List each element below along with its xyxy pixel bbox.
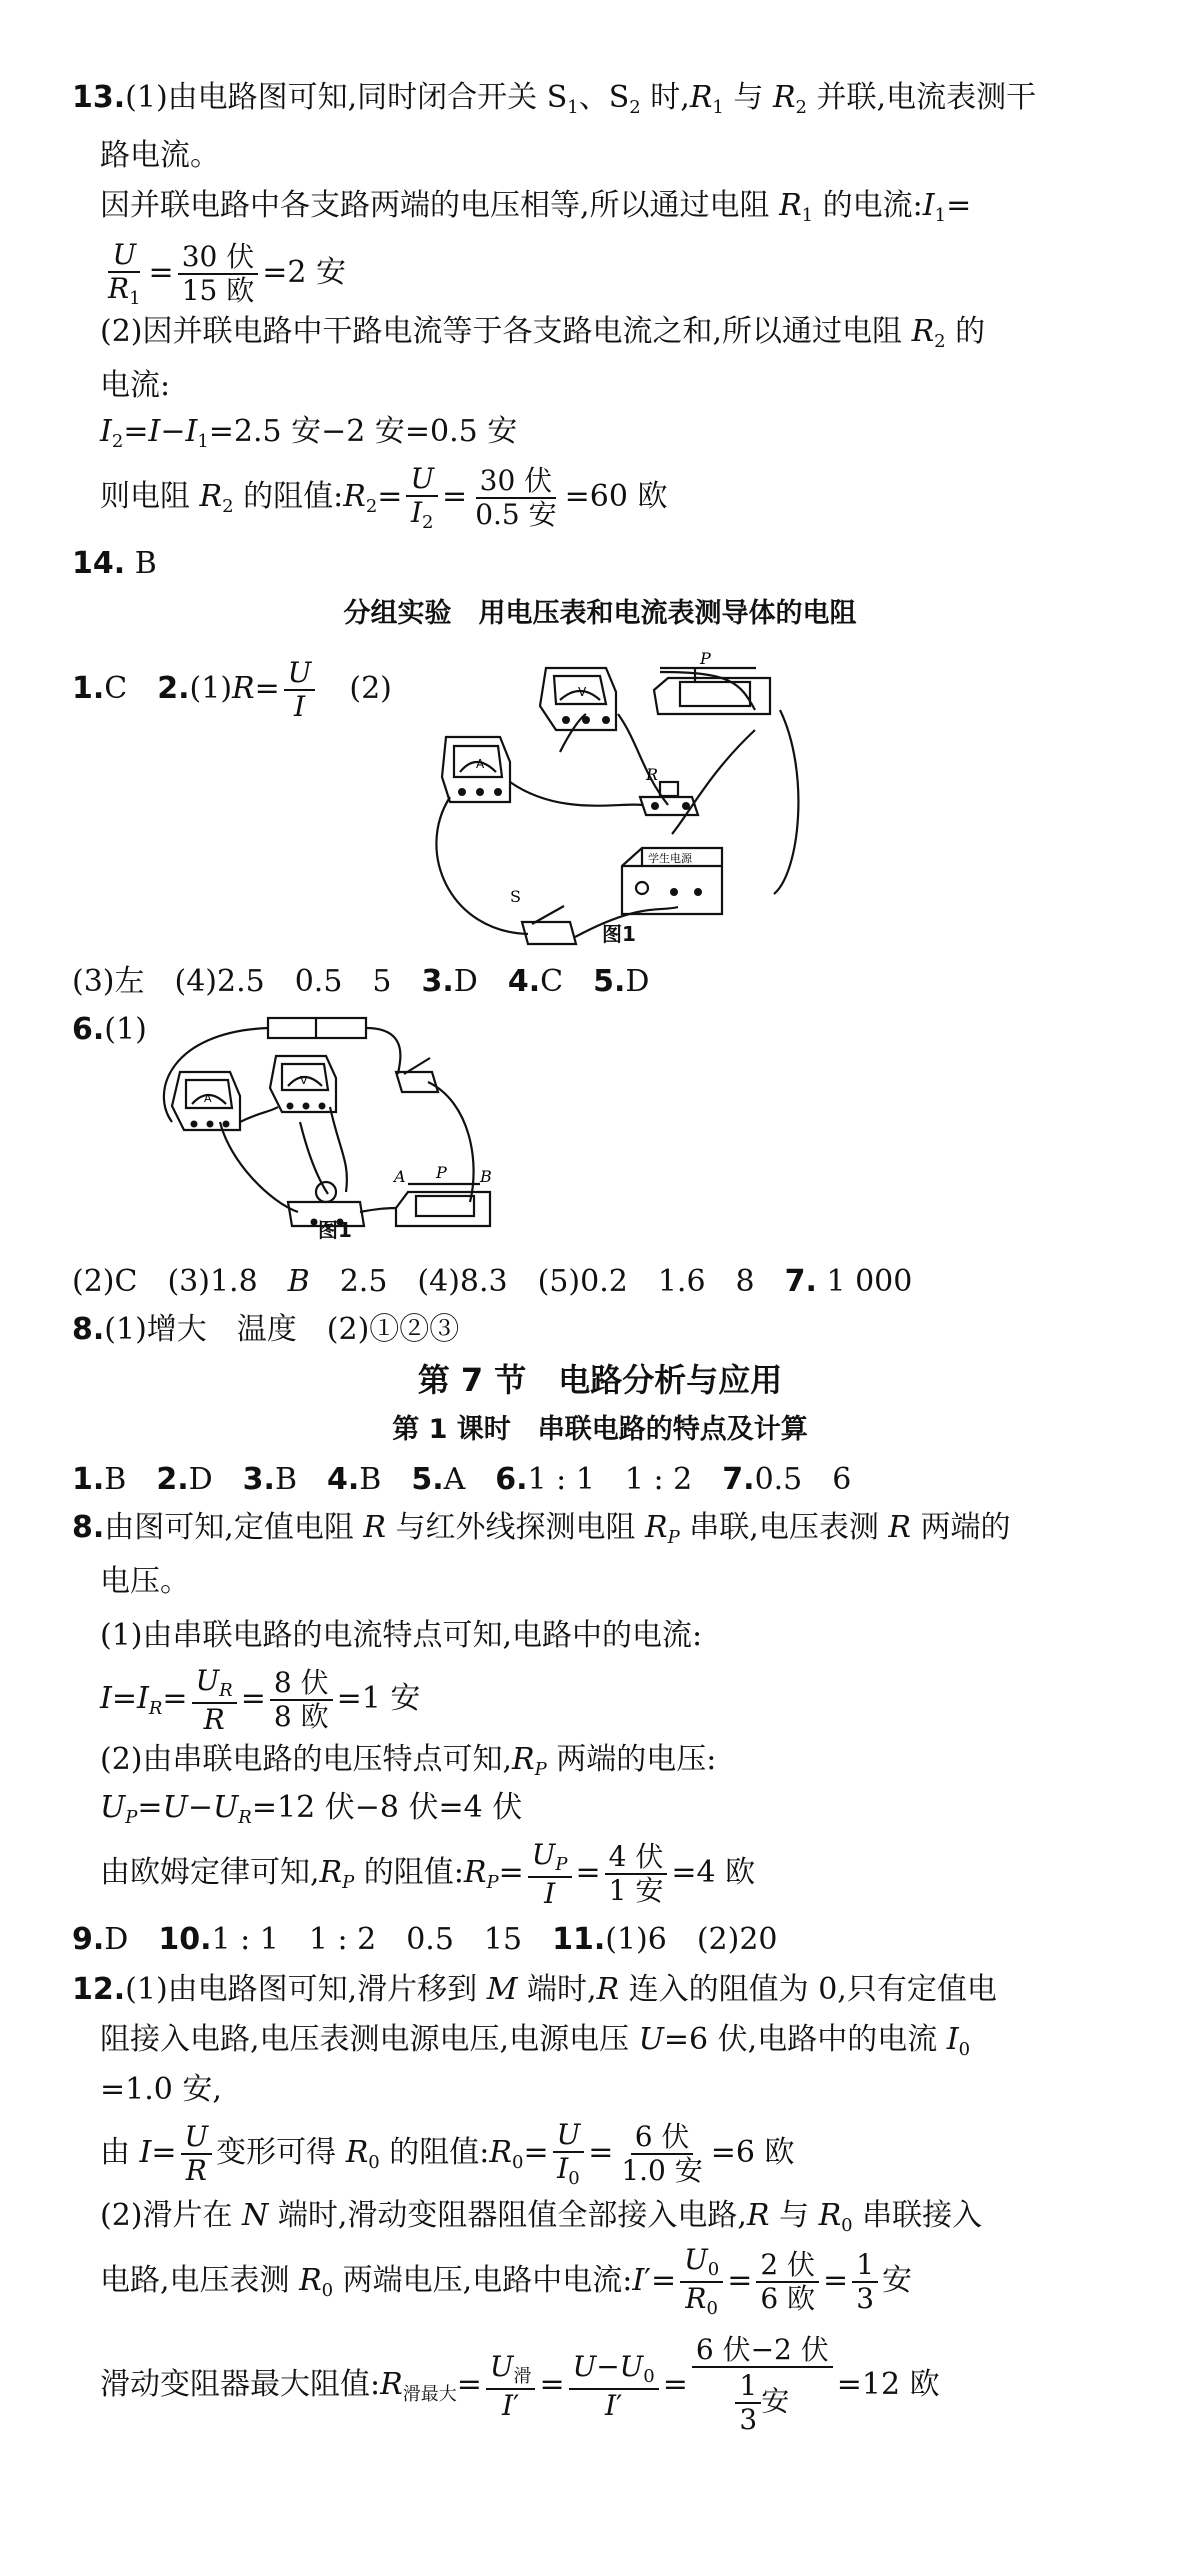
- ammeter-label-2: A: [204, 1092, 212, 1105]
- voltmeter-label-2: V: [300, 1074, 308, 1087]
- exp-line1: 1.C 2.(1)R= $\frac{U}{I}$ (2): [72, 656, 392, 723]
- figure-1-caption: 图1: [602, 922, 636, 946]
- q12-line4: (2)滑片在 N 端时,滑动变阻器阻值全部接入电路,R 与 $R_0$ 串联接入: [100, 2198, 983, 2236]
- q12-line3: =1.0 安,: [100, 2072, 222, 2107]
- q8-formula1: $I=I_R=$ $\frac{U_R}{R}$ = $\frac{\text{8 伏}}{\text{8 欧}}$ =1 安: [100, 1663, 421, 1736]
- q12-line1: 12.(1)由电路图可知,滑片移到 M 端时,R 连入的阻值为 0,只有定值电: [72, 1972, 997, 2007]
- circuit-figure-1: [410, 652, 810, 954]
- q13-formula2: 则电阻 $R_2$ 的阻值$:R_2=$ $\frac{U}{I_2}$ = $\frac{\text{30 伏}}{\text{0.5 安}}$ =60 欧: [100, 461, 668, 533]
- q13-line1: 13.(1)由电路图可知,同时闭合开关 $S_1$、$S_2$ 时$,R_1$ 与 $R_2$ 并联,电流表测干: [72, 80, 1037, 118]
- q8-line5: $U_P=U-U_R=12$ 伏−8 伏=4 伏: [100, 1790, 523, 1828]
- q12-formula2: 电路,电压表测 $R_0$ 两端电压,电路中电流:I′= $\frac{U_0}{R_0}$ = $\frac{\text{2 伏}}{\text{6 欧}}$ = $\frac{1}{3}$ 安: [100, 2243, 913, 2319]
- resistor-label-r: R: [646, 765, 659, 784]
- s7-line1: 1.B 2.D 3.B 4.B 5.A 6.1 : 1 1 : 2 7.0.5 6: [72, 1462, 852, 1497]
- q12-line2: 阻接入电路,电压表测电源电压,电源电压 U=6 伏,电路中的电流 $I_0$: [100, 2022, 971, 2060]
- terminal-label-b: B: [480, 1167, 492, 1186]
- q8-formula2: 由欧姆定律可知$,R_P$ 的阻值$:R_P=$ $\frac{U_P}{I}$ = $\frac{\text{4 伏}}{\text{1 安}}$ =4 欧: [100, 1837, 756, 1910]
- section-title-7: 第 7 节 电路分析与应用: [417, 1361, 783, 1399]
- q8-line4: (2)由串联电路的电压特点可知$,R_P$ 两端的电压:: [100, 1742, 717, 1780]
- q8-line1: 8.由图可知,定值电阻 R 与红外线探测电阻 $R_P$ 串联,电压表测 R 两端的: [72, 1510, 1011, 1548]
- q13-line2: 路电流。: [100, 138, 220, 173]
- q8-line3: (1)由串联电路的电流特点可知,电路中的电流:: [100, 1618, 703, 1653]
- terminal-label-a: A: [394, 1167, 406, 1186]
- q13-line4: (2)因并联电路中干路电流等于各支路电流之和,所以通过电阻 $R_2$ 的: [100, 314, 986, 352]
- q12-formula1: 由 I= $\frac{U}{R}$ 变形可得 $R_0$ 的阻值$:R_0=$ $\frac{U}{I_0}$ = $\frac{\text{6 伏}}{\text{1.0 安}}$ =6 欧: [100, 2117, 795, 2189]
- ammeter-label: A: [476, 757, 485, 771]
- exp-line3: (2)C (3)1.8 B 2.5 (4)8.3 (5)0.2 1.6 8 7. 1 000: [72, 1264, 913, 1299]
- switch-label-s: S: [510, 887, 521, 906]
- q8-line2: 电压。: [100, 1564, 190, 1599]
- q12-formula3: 滑动变阻器最大阻值$:R_{滑最大}=$ $\frac{U_滑}{I'}$ = $\frac{U-U_0}{I'}$ = 6 伏−2 伏 $\frac{1}{3}$ 安 =12 欧: [100, 2333, 940, 2436]
- slider-label-p-2: P: [436, 1163, 447, 1182]
- figure-2-caption: 图1: [318, 1218, 352, 1242]
- s7-line9-11: 9.D 10.1 : 1 1 : 2 0.5 15 11.(1)6 (2)20: [72, 1922, 778, 1957]
- exp-line4: 8.(1)增大 温度 (2)①②③: [72, 1312, 460, 1347]
- exp-q6: 6.(1): [72, 1012, 147, 1047]
- q13-line5: 电流:: [100, 368, 171, 403]
- lesson-title: 第 1 课时 串联电路的特点及计算: [392, 1414, 808, 1445]
- q13-formula1: $\frac{U}{R_1}$ = $\frac{\text{30 伏}}{\text{15 欧}}$ =2 安: [108, 237, 346, 309]
- section-title-experiment: 分组实验 用电压表和电流表测导体的电阻: [343, 598, 857, 629]
- slider-label-p: P: [700, 652, 711, 668]
- exp-line2: (3)左 (4)2.5 0.5 5 3.D 4.C 5.D: [72, 964, 650, 999]
- q13-line6: $I_2=I-I_1=2.5$ 安−2 安=0.5 安: [100, 414, 518, 452]
- q14-line: 14. B: [72, 546, 157, 581]
- voltmeter-label: V: [578, 685, 587, 699]
- q13-line3: 因并联电路中各支路两端的电压相等,所以通过电阻 $R_1$ 的电流$:I_1=$: [100, 188, 972, 226]
- circuit-figure-2: [150, 1012, 530, 1242]
- power-supply-label: 学生电源: [648, 852, 692, 865]
